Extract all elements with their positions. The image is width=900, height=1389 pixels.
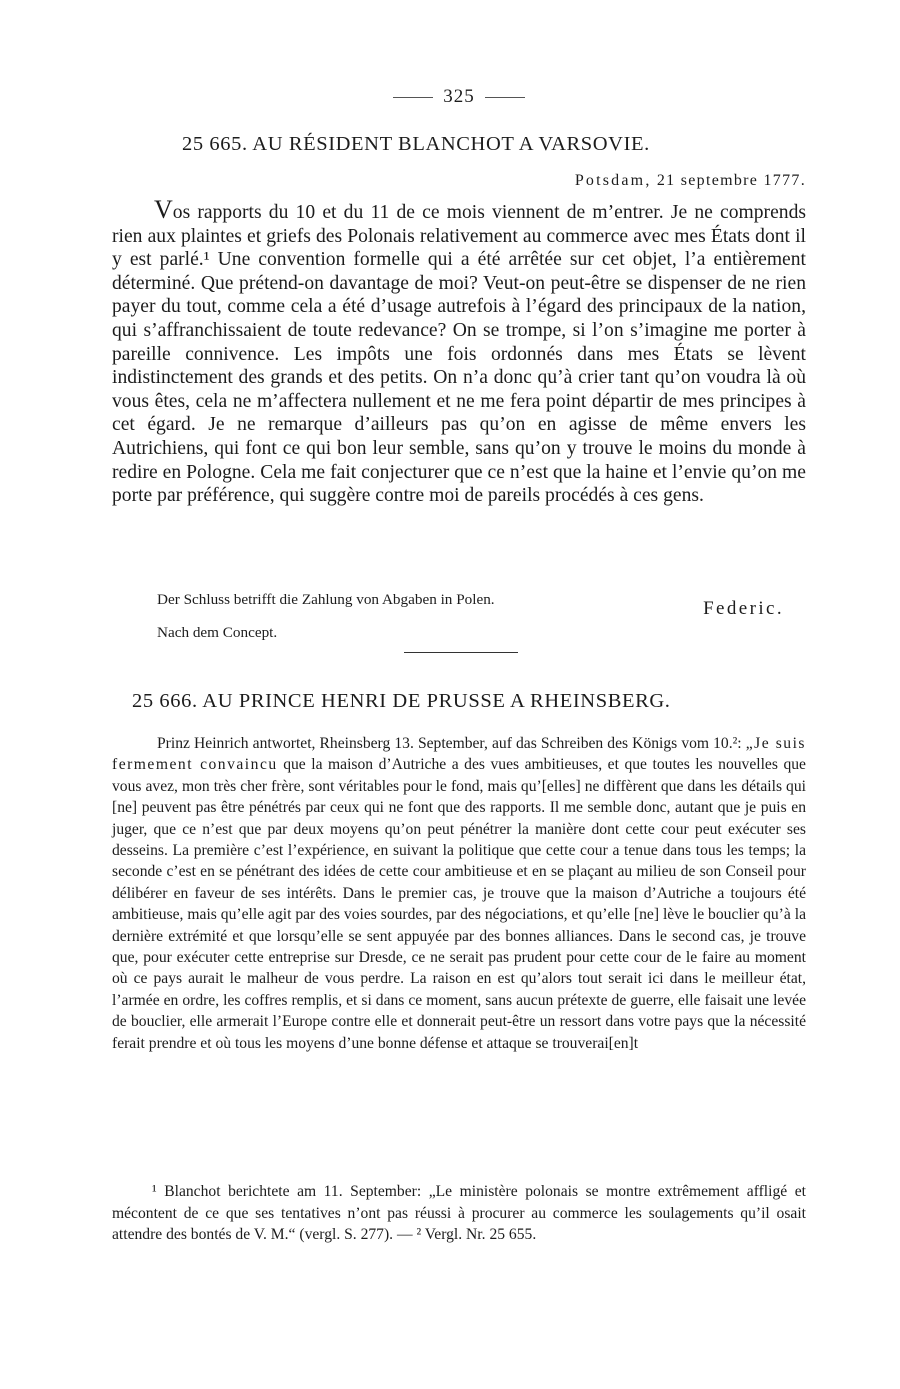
header-dash-left: [393, 97, 433, 98]
dateline: [575, 172, 806, 190]
intro-text: Prinz Heinrich antwortet, Rheinsberg 13. September, auf das Schreiben des Königs vom 10.²:: [157, 735, 746, 752]
letter-body: [112, 195, 806, 508]
editorial-note: Der Schluss betrifft die Zahlung von Abgaben in Polen.: [157, 591, 495, 608]
header-dash-right: [485, 97, 525, 98]
source-note: Nach dem Concept.: [157, 624, 278, 641]
drop-cap: V: [154, 195, 173, 224]
letter-paragraph-2: [112, 733, 806, 1054]
letter-title-2: 25 666. AU PRINCE HENRI DE PRUSSE A RHEINSBERG.: [132, 690, 671, 712]
letter-paragraph: [112, 195, 806, 508]
signature: Federic.: [703, 598, 784, 619]
letter-body-2: [112, 733, 806, 1054]
page-header: [112, 86, 806, 108]
section-divider: [404, 652, 518, 653]
letter-text: os rapports du 10 et du 11 de ce mois viennent de m’entrer. Je ne comprends rien aux plaintes et griefs des Polonais relativement au commerce avec mes États dont il y est parlé.¹ Une convention formelle qui a été arrêtée sur cet objet, l’a entièrement déterminé. Que prétend-on davantage de moi? Veut-on peut-être se dispenser de ne rien payer du tout, comme cela a été d’usage autrefois à l’égard des principaux de la nation, qui s’affranchissaient de toute redevance? On se trompe, si l’on s’imagine me porter à pareille connivence. Les impôts une fois ordonnés dans mes États se lèvent indistinctement des grands et des petits. On n’a donc qu’à crier tant qu’on voudra là où vous êtes, cela ne m’affectera nullement et ne me fera point départir de mes principes à cet égard. Je ne remarque d’ailleurs pas qu’on en agisse de même envers les Autrichiens, qui font ce qui bon leur semble, sans qu’on y trouve le moins du monde à redire en Pologne. Cela me fait conjecturer que ce n’est que la haine et l’envie qu’on me porte par préférence, qui suggère contre moi de pareils procédés à ces gens.: [112, 202, 806, 507]
letter-text-2: que la maison d’Autriche a des vues ambitieuses, et que toutes les nouvelles que vous avez, mon très cher frère, sont véritables pour le fond, mais qu’[elles] ne diffèrent que dans les détails qui [ne] peuvent pas être pénétrés par ceux qui ne font que des rapports. Il me semble donc, autant que je puis en juger, que ce n’est que par deux moyens qu’on peut pénétrer la manière dont cette cour peut exécuter ses desseins. La première c’est l’expérience, en suivant la politique que cette cour a tenue dans tous les temps; la seconde c’est en se pénétrant des idées de cette cour ambitieuse et en se plaçant au milieu de son Conseil pour délibérer en faveur de ses intérêts. Dans le premier cas, je trouve que la maison d’Autriche a toujours été ambitieuse, mais qu’elle agit par des voies sourdes, par des négociations, et qu’elle [ne] lève le bouclier qu’à la dernière extrémité et que lorsqu’elle se sent appuyée par des bonnes alliances. Dans le second cas, je trouve que, pour exécuter cette entreprise sur Dresde, ce ne serait pas prudent pour cette cour de le faire au moment où ce pays aurait le malheur de vous perdre. La raison en est qu’alors tout serait ici dans le meilleur état, l’armée en ordre, les coffres remplis, et si dans ce moment, sans aucun prétexte de guerre, elle faisait une levée de bouclier, elle armerait l’Europe contre elle et donnerait peut-être un ressort dans votre pays que la nécessité ferait prendre et où tous les moyens d’une bonne défense et attaque se trouverai[en]t: [112, 756, 806, 1052]
footnotes: [112, 1181, 806, 1246]
footnote-text: ¹ Blanchot berichtete am 11. September: „Le ministère polonais se montre extrêmement affligé et mécontent de ce que ses tentatives n’ont pas réussi à procurer au commerce les soulagements qu’il osait attendre des bontés de V. M.“ (vergl. S. 277). — ² Vergl. Nr. 25 655.: [112, 1183, 806, 1244]
letter-title: 25 665. AU RÉSIDENT BLANCHOT A VARSOVIE.: [182, 133, 650, 155]
dateline-place: Potsdam,: [574, 172, 652, 189]
dateline-date: 21 septembre 1777.: [656, 172, 806, 189]
page-number: 325: [443, 86, 475, 107]
quote-start: „Je suis fermement convaincu: [112, 735, 807, 774]
